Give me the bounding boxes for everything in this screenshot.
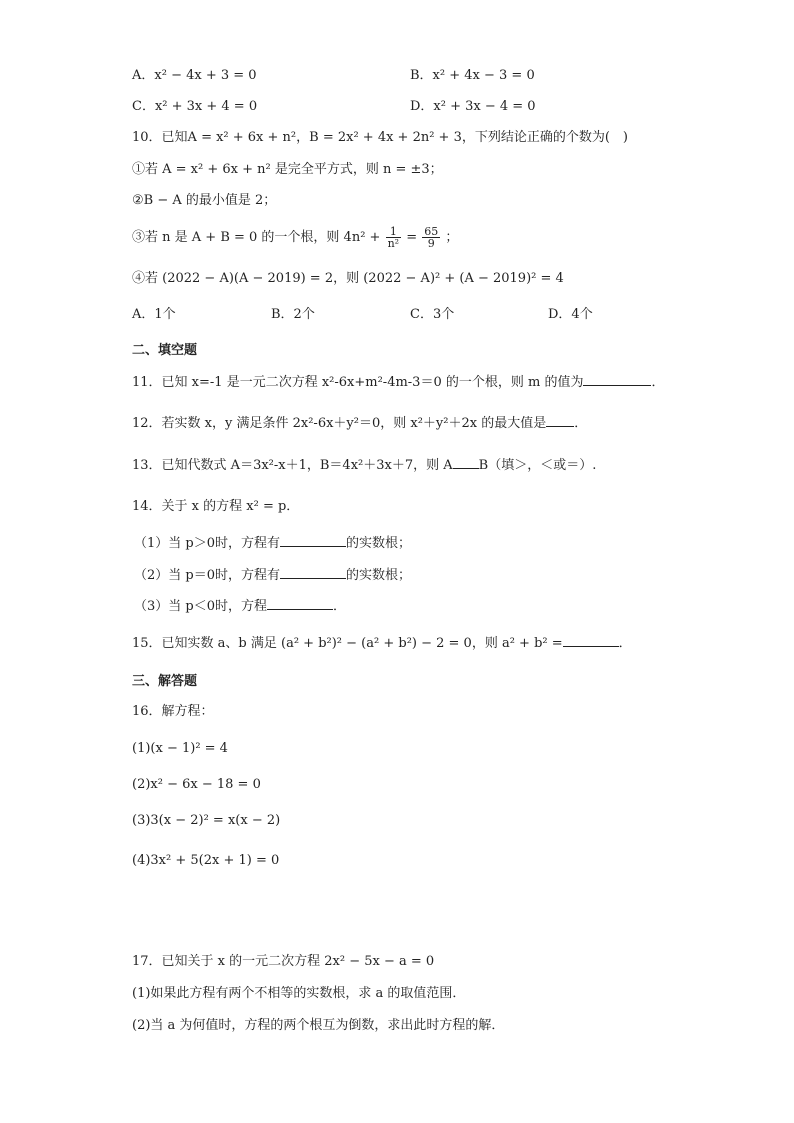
q10-option-c: C．3个 (410, 307, 455, 322)
q16-part-3: (3)3(x − 2)² = x(x − 2) (132, 813, 281, 828)
section-fill-in-heading: 二、填空题 (132, 343, 198, 358)
q14-part-2 (134, 566, 411, 585)
q11-text: 11．已知 x=-1 是一元二次方程 x²-6x+m²-4m-3＝0 的一个根，则 m 的值为 (132, 375, 584, 390)
q11-answer-blank[interactable] (583, 373, 651, 386)
q10-option-b: B．2个 (271, 307, 315, 322)
q9-option-b: B．x² + 4x − 3 = 0 (410, 68, 535, 83)
q16-part-1: (1)(x − 1)² = 4 (132, 741, 228, 756)
q11-end: ． (651, 375, 665, 390)
q14-p3-text: （3）当 p＜0时，方程 (134, 599, 267, 614)
q10-s3-rfrac-num: 65 (424, 225, 439, 238)
q10-option-d: D．4个 (548, 307, 593, 322)
q14-p2-end: 的实数根； (346, 568, 412, 583)
q15-text: 15．已知实数 a、b 满足 (a² + b²)² − (a² + b²) − 2 = 0，则 a² + b² = (132, 636, 563, 651)
q14-p3-answer-blank[interactable] (267, 597, 333, 610)
q13 (132, 456, 596, 475)
q10-s3-frac-num: 1 (386, 226, 402, 238)
q12-text: 12．若实数 x，y 满足条件 2x²-6x＋y²＝0，则 x²＋y²＋2x 的最大值是 (132, 416, 547, 431)
q13-answer-blank[interactable] (453, 456, 479, 469)
q15 (132, 634, 632, 653)
q10-s3-end: ； (445, 230, 459, 245)
q13-end: B（填＞，＜或＝）. (478, 458, 597, 473)
q15-end: ． (618, 636, 632, 651)
q10-statement-1: ①若 A = x² + 6x + n² 是完全平方式，则 n = ±3； (132, 162, 443, 177)
q9-option-d: D．x² + 3x − 4 = 0 (410, 99, 536, 114)
q10-s3-prefix: ③若 n 是 A + B = 0 的一个根，则 4n² + (132, 230, 381, 245)
q14-p1-answer-blank[interactable] (280, 534, 346, 547)
q10-s3-equals: = (406, 230, 418, 245)
q10-statement-3 (132, 226, 458, 249)
section-solve-heading: 三、解答题 (132, 674, 198, 689)
q17-part-1: (1)如果此方程有两个不相等的实数根，求 a 的取值范围． (132, 986, 466, 1001)
q14-p1-end: 的实数根； (346, 536, 412, 551)
q14-p2-text: （2）当 p＝0时，方程有 (134, 568, 280, 583)
q15-answer-blank[interactable] (563, 634, 619, 647)
q14-p2-answer-blank[interactable] (280, 566, 346, 579)
q16-stem: 16．解方程： (132, 704, 214, 719)
q10-s3-fraction-left (386, 226, 402, 249)
q10-statement-2: ②B − A 的最小值是 2； (132, 193, 277, 208)
q14-stem: 14．关于 x 的方程 x² = p． (132, 499, 300, 514)
q10-s3-rfrac-den: 9 (427, 237, 435, 250)
q10-statement-4: ④若 (2022 − A)(A − 2019) = 2，则 (2022 − A)² + (A − 2019)² = 4 (132, 271, 564, 286)
q11 (132, 373, 664, 392)
q9-option-c: C．x² + 3x + 4 = 0 (132, 99, 258, 114)
q14-p1-text: （1）当 p＞0时，方程有 (134, 536, 280, 551)
q12-answer-blank[interactable] (546, 414, 574, 427)
q12-end: ． (574, 416, 588, 431)
q14-p3-end: ． (333, 599, 347, 614)
q17-stem: 17．已知关于 x 的一元二次方程 2x² − 5x − a = 0 (132, 954, 435, 969)
q10-s3-fraction-right (422, 226, 440, 249)
q10-option-a: A．1个 (132, 307, 176, 322)
q14-part-3 (134, 597, 346, 616)
q10-s3-frac-den: n² (387, 237, 400, 250)
q13-text: 13．已知代数式 A＝3x²-x＋1，B＝4x²＋3x＋7，则 A (132, 458, 453, 473)
q9-option-a: A．x² − 4x + 3 = 0 (132, 68, 257, 83)
q14-part-1 (134, 534, 411, 553)
q16-part-2: (2)x² − 6x − 18 = 0 (132, 777, 261, 792)
q10-stem: 10．已知A = x² + 6x + n²，B = 2x² + 4x + 2n² + 3，下列结论正确的个数为( ) (132, 130, 628, 145)
q12 (132, 414, 587, 433)
q16-part-4: (4)3x² + 5(2x + 1) = 0 (132, 853, 280, 868)
q17-part-2: (2)当 a 为何值时，方程的两个根互为倒数，求出此时方程的解． (132, 1018, 505, 1033)
